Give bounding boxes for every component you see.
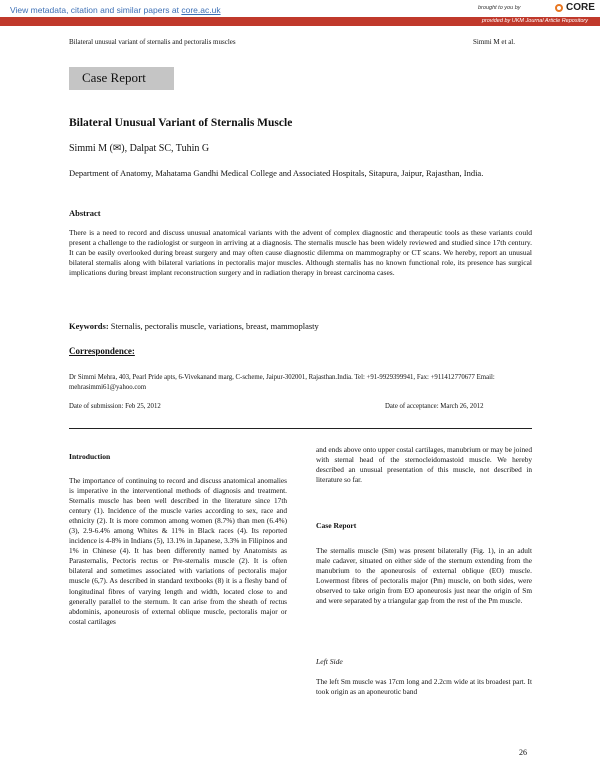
affiliation: Department of Anatomy, Mahatama Gandhi Medical College and Associated Hospitals, Sitapura, Jaipur, Rajasthan, India.: [69, 168, 484, 178]
page-number: 26: [519, 748, 527, 757]
provided-by-bar: [0, 17, 600, 26]
acceptance-date: Date of acceptance: March 26, 2012: [385, 403, 484, 410]
correspondence-text: Dr Simmi Mehra, 403, Pearl Pride apts, 6-Vivekanand marg, C-scheme, Jaipur-302001, Rajasthan.India. Tel: +91-9929399941, Fax: +911412770677 Email: mehrasimmi61@yahoo.com: [69, 374, 495, 391]
introduction-continued: and ends above onto upper costal cartilages, manubrium or may be joined with sternal head of the sternocleidomastoid muscle. We hereby described an unusual presentation of this muscle, not described in literature so far.: [316, 445, 532, 485]
introduction-heading: Introduction: [69, 452, 111, 461]
core-logo[interactable]: [555, 2, 595, 13]
submission-date: Date of submission: Feb 25, 2012: [69, 403, 161, 410]
article-type-box: [69, 67, 174, 90]
running-authors: Simmi M et al.: [473, 38, 515, 46]
introduction-text: The importance of continuing to record and discuss anatomical anomalies is imperative in the interventional methods of diagnosis and treatment. Sternalis muscle has been well described in the literature since 17th century (1). Incidence of the muscle varies according to sex, race and ethnicity (2). It is more common among women (8.7%) than men (6.4%) (3), 2.9-6.4% among Whites & 11% in Black races (4). Its reported incidence is 4-8% in Indians (5), 13.1% in Japanese, 3.3% in Filipinos and 1% in Chinese (4). It has been differently named by Anatomists as Parasternalis, Pectoris rectus or Pre-sternalis muscle (2). It is often bilateral and sometimes associated with variations of pectoralis major muscle (6,7). As described in standard textbooks (8) it is a fleshy band of longitudinal fibres of varying length and width, located close to and generally parallel to the sternum. It can arise from the sheath of rectus abdominis, aponeurosis of external oblique muscle, pectoralis major or costal cartilages: [69, 476, 287, 626]
section-divider: [69, 428, 532, 429]
abstract-text: There is a need to record and discuss unusual anatomical variants with the advent of complex diagnostic and therapeutic tools as these variants could present a challenge to the radiologist or surgeon in arriving at a diagnosis. The sternalis muscle has been widely reviewed and studied since 17th century. It can be easily overlooked during breast surgery and may often cause diagnostic dilemma on mammography or CT scans. We hereby, report an unusual bilateral sternalis along with bilateral variations in pectoralis major muscles. Although sternalis has no known functional role, its presence has surgical implications during breast implant reconstruction surgery and in radiation therapy in breast carcinoma cases.: [69, 228, 532, 277]
case-report-text: The sternalis muscle (Sm) was present bilaterally (Fig. 1), in an adult male cadaver, situated on either side of the sternum extending from the manubrium to the aponeurosis of external oblique (EO) muscle. Lowermost fibres of pectoralis major (Pm) muscle, on both sides, were observed to take origin from EO aponeurosis just near the origin of Sm and were separated by a triangular gap from the rest of the Pm muscle.: [316, 546, 532, 606]
core-metadata-link[interactable]: View metadata, citation and similar papers at core.ac.uk: [10, 5, 221, 15]
provided-by-text: provided by UKM Journal Article Repository: [481, 18, 588, 24]
keywords: [69, 321, 319, 331]
core-logo-icon: [555, 4, 563, 12]
brought-by-text: brought to you by: [478, 5, 521, 11]
running-title: Bilateral unusual variant of sternalis and pectoralis muscles: [69, 38, 236, 46]
correspondence-heading: Correspondence:: [69, 346, 135, 356]
left-side-heading: Left Side: [316, 657, 343, 666]
article-type: Case Report: [82, 70, 146, 85]
abstract-heading: Abstract: [69, 208, 101, 218]
core-logo-text: CORE: [566, 2, 595, 13]
keywords-label: Keywords:: [69, 321, 109, 331]
keywords-text: Sternalis, pectoralis muscle, variations, breast, mammoplasty: [108, 321, 319, 331]
left-side-text: The left Sm muscle was 17cm long and 2.2cm wide at its broadest part. It took origin as an aponeurotic band: [316, 677, 532, 697]
article-title: Bilateral Unusual Variant of Sternalis Muscle: [69, 117, 293, 129]
case-report-heading: Case Report: [316, 521, 357, 530]
authors: Simmi M (✉), Dalpat SC, Tuhin G: [69, 143, 210, 154]
core-domain-link[interactable]: core.ac.uk: [181, 5, 221, 15]
